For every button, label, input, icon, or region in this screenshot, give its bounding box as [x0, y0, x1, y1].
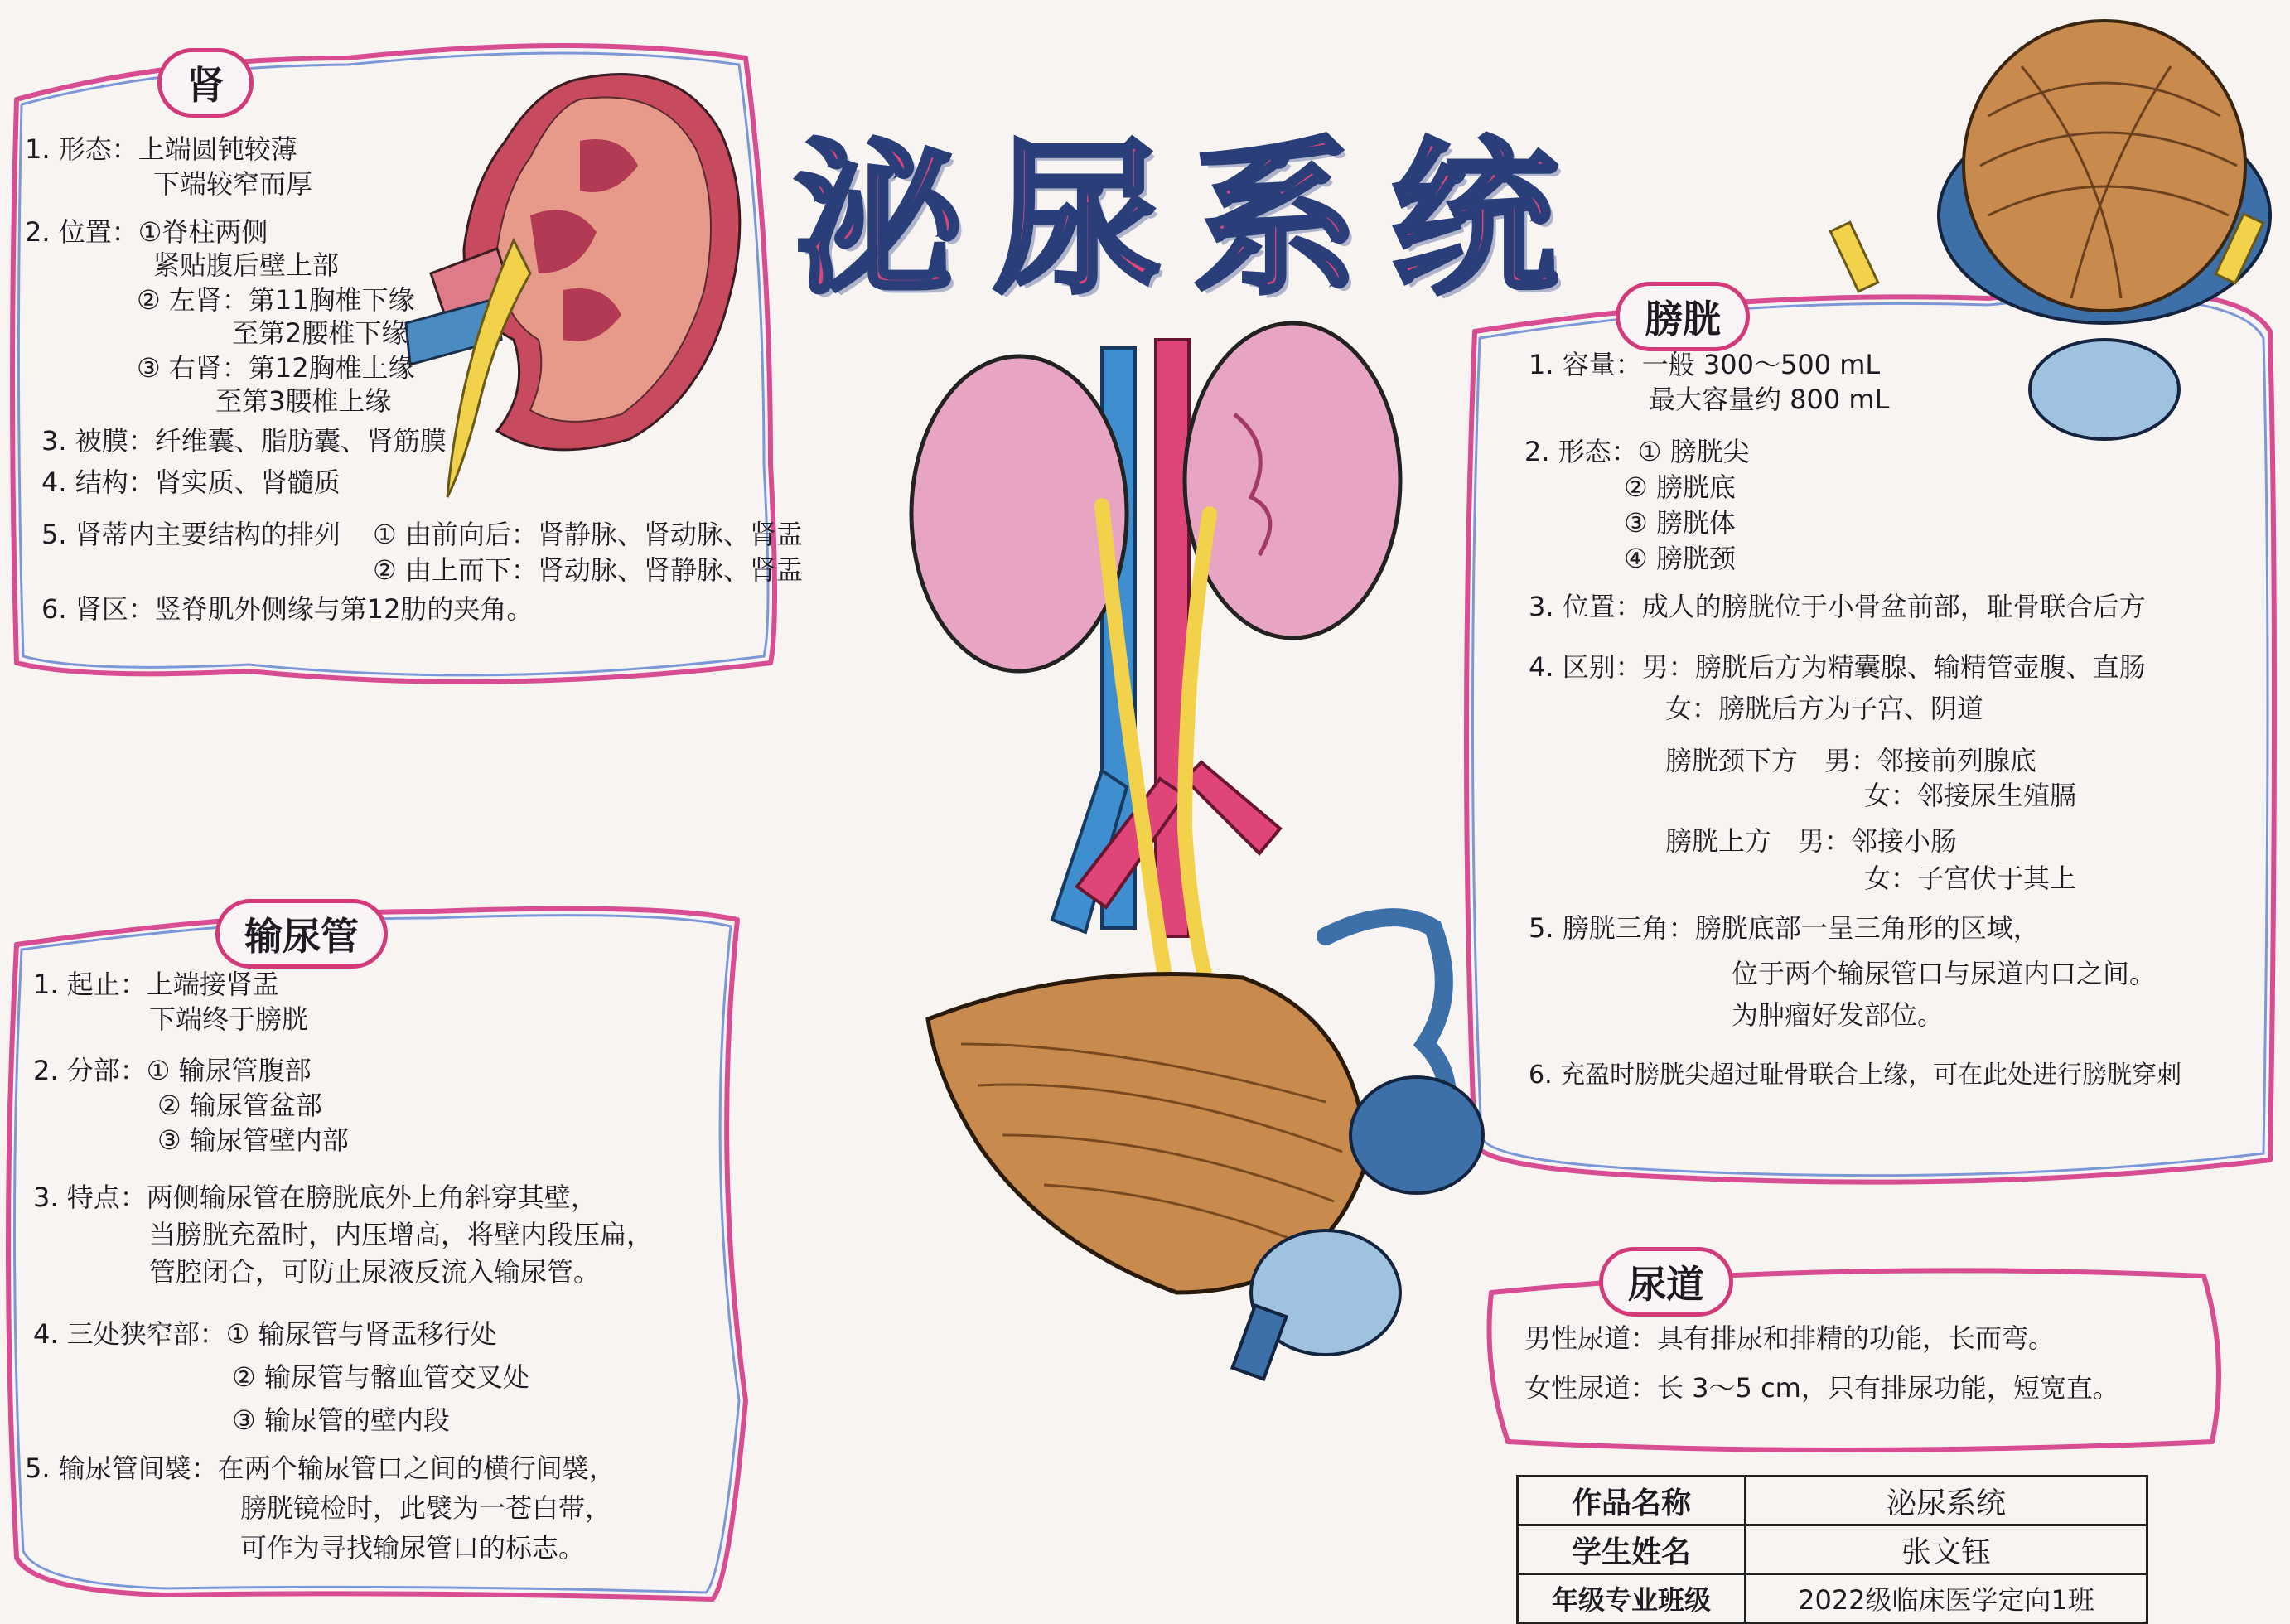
urethra-frame	[1490, 1270, 2220, 1450]
urinary-system-illustration	[911, 323, 1483, 1379]
info-value: 泌尿系统	[1746, 1477, 2147, 1525]
ureter-line: ③ 输尿管的壁内段	[232, 1404, 450, 1436]
info-table	[1516, 1475, 2148, 1624]
ureter-line: 4. 三处狭窄部：① 输尿管与肾盂移行处	[33, 1318, 497, 1350]
urethra-line: 男性尿道：具有排尿和排精的功能，长而弯。	[1524, 1322, 2056, 1354]
ureter-line: 当膀胱充盈时，内压增高，将壁内段压扁，	[149, 1219, 654, 1250]
info-key: 学生姓名	[1518, 1525, 1746, 1574]
ureter-line: 下端终于膀胱	[149, 1003, 309, 1035]
ureter-line: ③ 输尿管壁内部	[157, 1124, 349, 1156]
ureter-heading: 输尿管	[215, 899, 388, 969]
bladder-line: 位于两个输尿管口与尿道内口之间。	[1732, 958, 2157, 989]
kidney-line: 1. 形态：上端圆钝较薄	[25, 133, 297, 165]
ureter-line: 管腔闭合，可防止尿液反流入输尿管。	[149, 1256, 601, 1288]
kidney-line: ① 由前向后：肾静脉、肾动脉、肾盂	[373, 519, 803, 550]
bladder-line: 3. 位置：成人的膀胱位于小骨盆前部，耻骨联合后方	[1529, 591, 2146, 622]
bladder-line: 膀胱上方 男：邻接小肠	[1665, 825, 1958, 857]
kidney-line: ② 左肾：第11胸椎下缘	[137, 284, 415, 316]
kidney-heading: 肾	[157, 48, 254, 118]
bladder-line: 4. 区别：男：膀胱后方为精囊腺、输精管壶腹、直肠	[1529, 651, 2146, 683]
kidney-line: 2. 位置：①脊柱两侧	[25, 216, 268, 248]
urethra-heading: 尿道	[1599, 1247, 1733, 1317]
bladder-line: ④ 膀胱颈	[1624, 543, 1736, 574]
kidney-line: ③ 右肾：第12胸椎上缘	[137, 352, 415, 384]
kidney-line: 4. 结构：肾实质、肾髓质	[41, 466, 341, 498]
page-title: 泌尿系统	[795, 122, 1592, 317]
kidney-line: ② 由上而下：肾动脉、肾静脉、肾盂	[373, 554, 803, 586]
bladder-line: 膀胱颈下方 男：邻接前列腺底	[1665, 745, 2037, 776]
kidney-line: 至第3腰椎上缘	[215, 385, 392, 417]
ureter-line: 5. 输尿管间襞：在两个输尿管口之间的横行间襞，	[25, 1452, 616, 1484]
kidney-line: 至第2腰椎下缘	[232, 317, 408, 349]
bladder-line: 女：邻接尿生殖膈	[1864, 780, 2077, 811]
kidney-line: 5. 肾蒂内主要结构的排列	[41, 519, 341, 550]
bladder-line: 女：子宫伏于其上	[1864, 863, 2077, 894]
ureter-line: 2. 分部：① 输尿管腹部	[33, 1055, 312, 1086]
urethra-line: 女性尿道：长 3～5 cm，只有排尿功能，短宽直。	[1524, 1372, 2119, 1404]
bladder-line: 为肿瘤好发部位。	[1732, 999, 1945, 1031]
info-value: 张文钰	[1746, 1525, 2147, 1574]
bladder-line: 1. 容量：一般 300～500 mL	[1529, 349, 1881, 380]
ureter-line: 可作为寻找输尿管口的标志。	[240, 1532, 586, 1564]
kidney-line: 下端较窄而厚	[153, 168, 313, 200]
info-key: 年级专业班级	[1518, 1574, 1746, 1623]
ureter-line: 3. 特点：两侧输尿管在膀胱底外上角斜穿其壁，	[33, 1182, 597, 1213]
bladder-top-illustration	[1830, 21, 2270, 439]
table-row	[1518, 1574, 2147, 1623]
table-row	[1518, 1525, 2147, 1574]
info-value: 2022级临床医学定向1班	[1746, 1574, 2147, 1623]
table-row	[1518, 1477, 2147, 1525]
bladder-line: ② 膀胱底	[1624, 471, 1736, 503]
bladder-line: 2. 形态：① 膀胱尖	[1524, 436, 1750, 467]
kidney-section-illustration	[406, 75, 740, 497]
bladder-line: 6. 充盈时膀胱尖超过耻骨联合上缘，可在此处进行膀胱穿刺	[1529, 1061, 2182, 1090]
bladder-line: 5. 膀胱三角：膀胱底部一呈三角形的区域，	[1529, 912, 2040, 944]
info-key: 作品名称	[1518, 1477, 1746, 1525]
bladder-heading: 膀胱	[1616, 282, 1750, 351]
kidney-line: 3. 被膜：纤维囊、脂肪囊、肾筋膜	[41, 425, 447, 457]
ureter-line: ② 输尿管与髂血管交叉处	[232, 1361, 529, 1393]
bladder-line: ③ 膀胱体	[1624, 507, 1736, 539]
ureter-line: 1. 起止：上端接肾盂	[33, 969, 279, 1000]
bladder-line: 女：膀胱后方为子宫、阴道	[1665, 693, 1984, 724]
bladder-line: 最大容量约 800 mL	[1649, 384, 1890, 415]
ureter-line: 膀胱镜检时，此襞为一苍白带，	[240, 1492, 612, 1524]
ureter-line: ② 输尿管盆部	[157, 1090, 322, 1121]
kidney-line: 6. 肾区：竖脊肌外侧缘与第12肋的夹角。	[41, 593, 534, 625]
kidney-line: 紧贴腹后壁上部	[153, 249, 340, 281]
